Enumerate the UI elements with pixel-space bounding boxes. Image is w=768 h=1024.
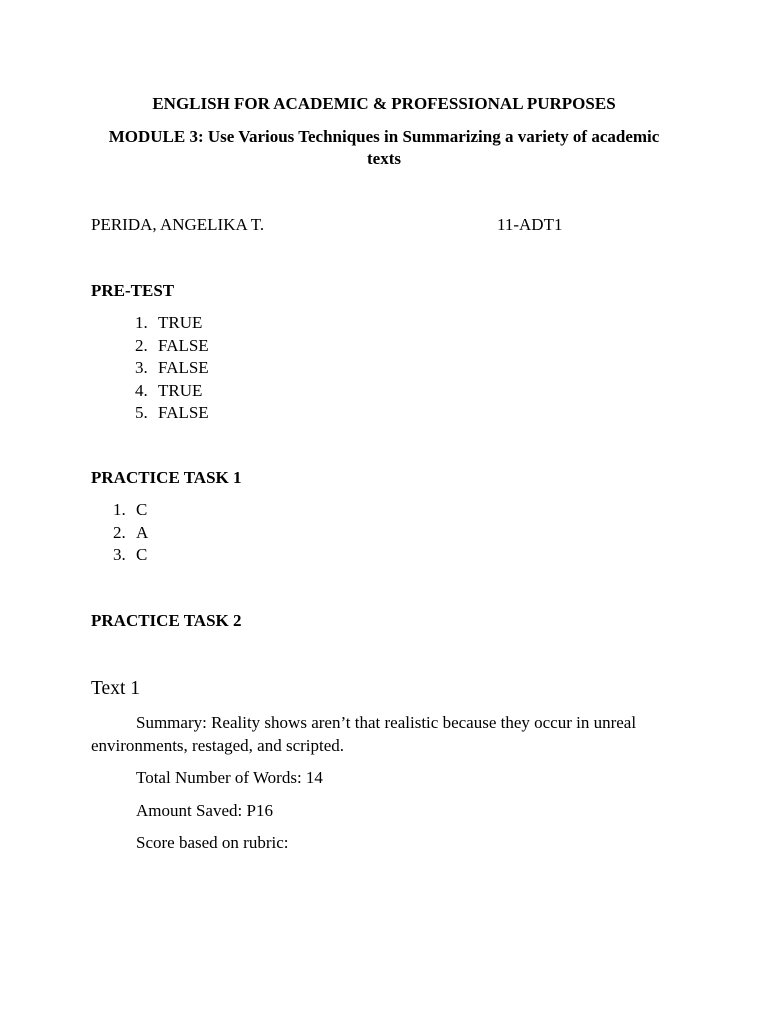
word-count: Total Number of Words: 14 <box>136 768 323 787</box>
text-1-heading: Text 1 <box>91 678 140 699</box>
item-answer: TRUE <box>158 380 203 400</box>
item-answer: A <box>136 522 149 542</box>
item-number: 4. <box>135 380 148 400</box>
rubric-score: Score based on rubric: <box>136 833 289 852</box>
list-item <box>113 544 148 567</box>
pretest-heading: PRE-TEST <box>91 281 175 300</box>
item-answer: FALSE <box>158 335 209 355</box>
list-item <box>113 522 148 545</box>
item-number: 3. <box>113 545 126 564</box>
list-item <box>135 335 209 358</box>
list-item <box>135 312 209 335</box>
item-number: 2. <box>113 522 126 542</box>
item-number: 2. <box>135 335 148 355</box>
item-number: 3. <box>135 358 148 377</box>
practice-task-2-heading: PRACTICE TASK 2 <box>91 611 242 630</box>
item-answer: C <box>136 500 148 519</box>
item-number: 1. <box>135 313 148 332</box>
student-info-row <box>91 214 691 236</box>
item-answer: FALSE <box>158 403 209 422</box>
item-answer: C <box>136 545 148 564</box>
module-title: MODULE 3: Use Various Techniques in Summarizing a variety of academic texts <box>108 127 660 168</box>
list-item <box>135 402 209 425</box>
student-section: 11-ADT1 <box>497 215 563 234</box>
list-item <box>135 357 209 380</box>
practice-task-1-heading: PRACTICE TASK 1 <box>91 468 242 487</box>
course-title: ENGLISH FOR ACADEMIC & PROFESSIONAL PURPOSES <box>152 94 616 113</box>
amount-saved: Amount Saved: P16 <box>136 801 273 820</box>
pretest-answer-list <box>135 312 209 425</box>
student-name: PERIDA, ANGELIKA T. <box>91 215 265 234</box>
list-item <box>113 499 148 522</box>
item-number: 5. <box>135 403 148 422</box>
item-answer: TRUE <box>158 313 203 332</box>
summary-paragraph: Summary: Reality shows aren’t that realistic because they occur in unreal environments, restaged, and scripted. <box>91 713 637 755</box>
practice-task-1-answer-list <box>113 499 148 567</box>
item-number: 1. <box>113 500 126 519</box>
list-item <box>135 380 209 403</box>
item-answer: FALSE <box>158 358 209 377</box>
